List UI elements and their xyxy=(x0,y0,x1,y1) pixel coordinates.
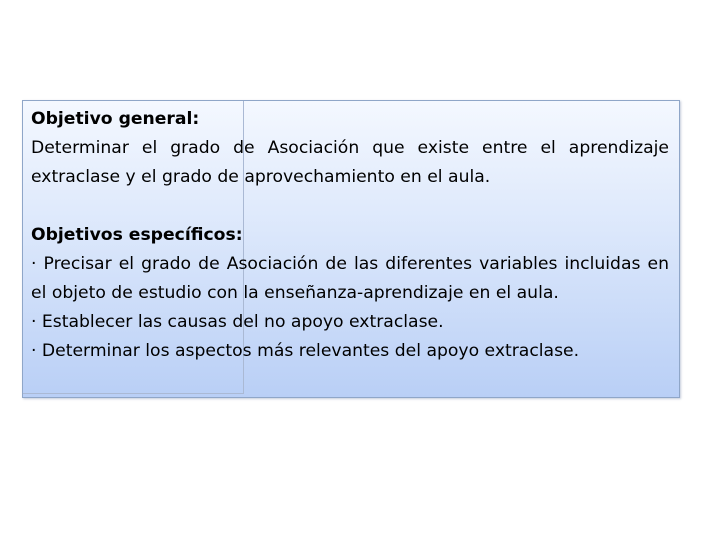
paragraph-spacer xyxy=(31,192,669,221)
specific-objective-item: · Establecer las causas del no apoyo extraclase. xyxy=(31,312,444,332)
objectives-text-box xyxy=(22,100,680,398)
general-objective-heading: Objetivo general: xyxy=(31,109,200,129)
general-objective-text: Determinar el grado de Asociación que existe entre el aprendizaje extraclase y el grado de aprovechamiento en el aula. xyxy=(31,138,669,187)
divider-line-horizontal xyxy=(23,393,244,394)
specific-objective-item: · Determinar los aspectos más relevantes del apoyo extraclase. xyxy=(31,341,580,361)
specific-objectives-heading: Objetivos específicos: xyxy=(31,225,243,245)
objectives-content xyxy=(31,105,669,366)
specific-objective-item: · Precisar el grado de Asociación de las diferentes variables incluidas en el objeto de estudio con la enseñanza-aprendizaje en el aula. xyxy=(31,254,669,303)
